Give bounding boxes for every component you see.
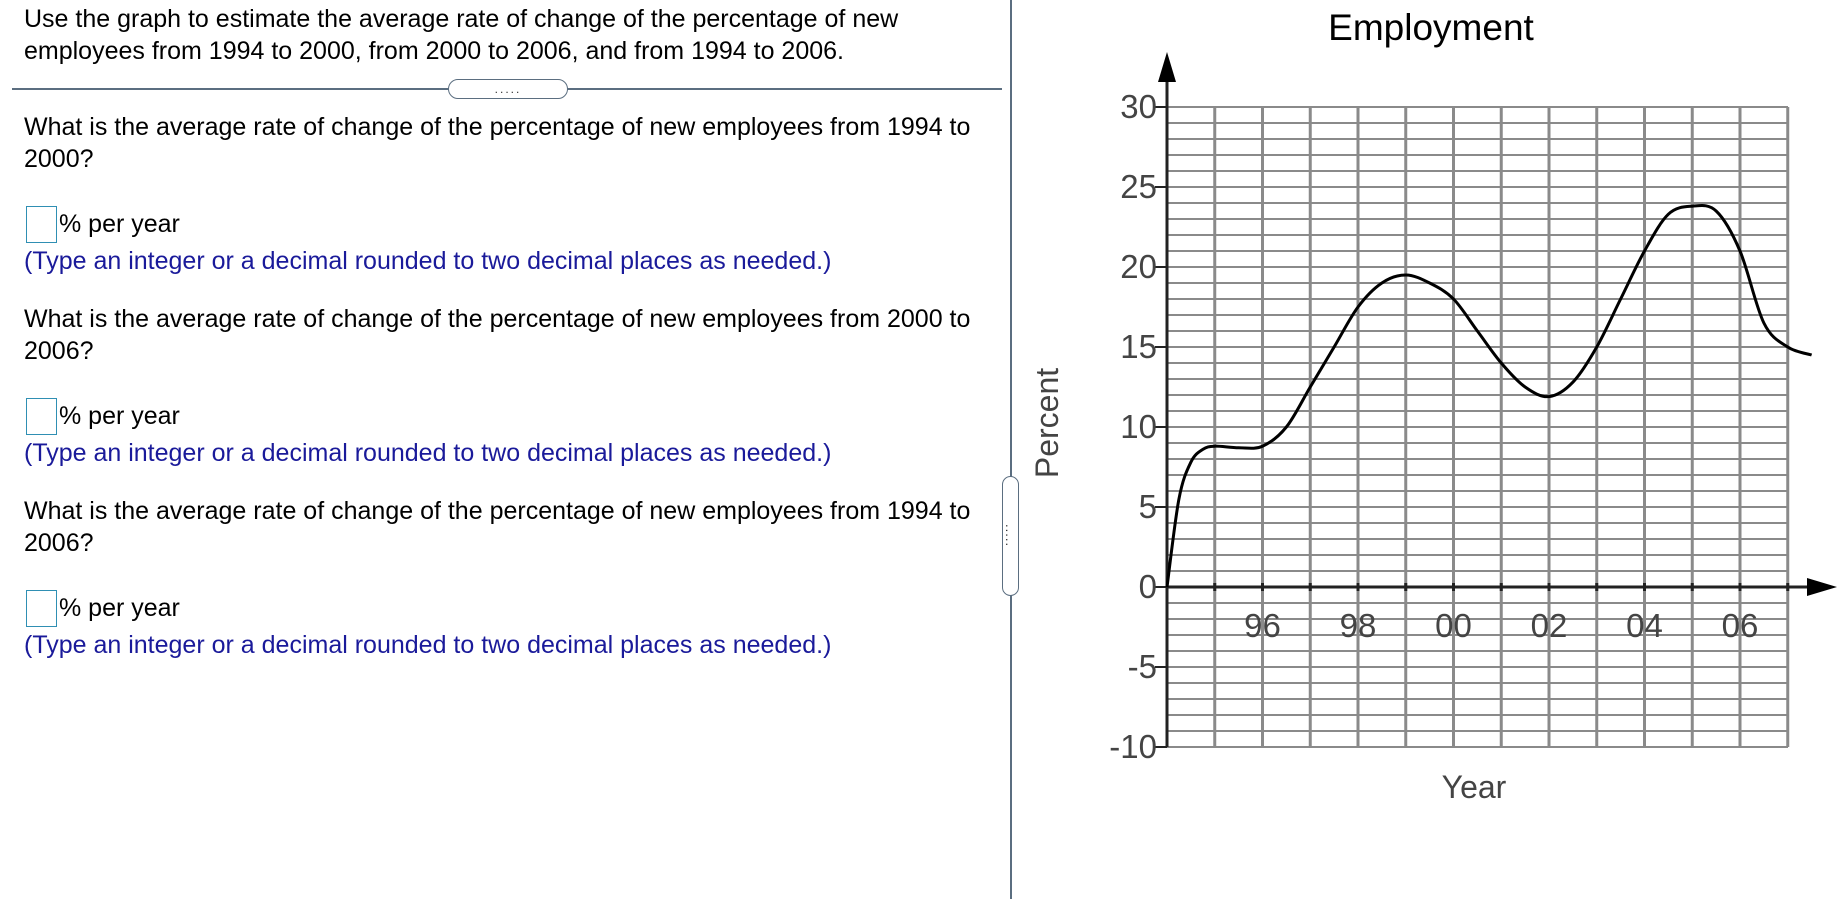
x-tick-label: 98 [1339, 607, 1377, 644]
answer-hint-2: (Type an integer or a decimal rounded to two decimal places as needed.) [24, 439, 832, 467]
y-tick-label: 10 [1120, 408, 1157, 445]
y-axis-label: Percent [1029, 367, 1065, 479]
question-3-prompt: What is the average rate of change of the percentage of new employees from 1994 to 2006? [24, 497, 971, 557]
answer-unit-3: % per year [59, 593, 180, 622]
y-tick-label: 15 [1120, 328, 1157, 365]
answer-row-2 [26, 396, 180, 436]
y-axis-arrow-icon [1158, 52, 1176, 82]
x-tick-label: 00 [1435, 607, 1472, 644]
y-tick-label: 20 [1120, 248, 1157, 285]
y-tick-label: -10 [1109, 728, 1157, 765]
graph-pane [1012, 0, 1837, 899]
answer-input-3[interactable] [26, 590, 57, 627]
y-tick-label: 5 [1138, 488, 1157, 525]
x-tick-label: 96 [1244, 607, 1281, 644]
vertical-handle-dots: ..... [1003, 524, 1018, 548]
answer-hint-3: (Type an integer or a decimal rounded to two decimal places as needed.) [24, 631, 832, 659]
answer-input-1[interactable] [26, 206, 57, 243]
y-tick-label: 30 [1120, 88, 1157, 125]
answer-row-3 [26, 588, 180, 628]
answer-input-2[interactable] [26, 398, 57, 435]
question-2-prompt: What is the average rate of change of the percentage of new employees from 2000 to 2006? [24, 305, 971, 365]
employment-chart [1012, 0, 1837, 899]
y-tick-label: -5 [1127, 648, 1157, 685]
x-axis-arrow-icon [1807, 578, 1837, 596]
chart-title: Employment [1328, 7, 1534, 48]
answer-hint-1: (Type an integer or a decimal rounded to two decimal places as needed.) [24, 247, 832, 275]
x-tick-label: 04 [1626, 607, 1663, 644]
x-axis-label: Year [1441, 769, 1507, 805]
question-1-prompt: What is the average rate of change of the percentage of new employees from 1994 to 2000? [24, 113, 971, 173]
x-tick-label: 06 [1721, 607, 1759, 644]
grid [1167, 107, 1788, 747]
y-tick-label: 25 [1120, 168, 1157, 205]
answer-unit-1: % per year [59, 209, 180, 238]
x-tick-label: 02 [1530, 607, 1568, 644]
answer-unit-2: % per year [59, 401, 180, 430]
horizontal-splitter-handle[interactable]: ..... [448, 79, 568, 99]
problem-statement: Use the graph to estimate the average rate of change of the percentage of new employees from 1994 to 2000, from 2000 to 2006, and from 1994 to 2006. [24, 5, 899, 65]
answer-row-1 [26, 204, 180, 244]
y-tick-label: 0 [1138, 568, 1157, 605]
